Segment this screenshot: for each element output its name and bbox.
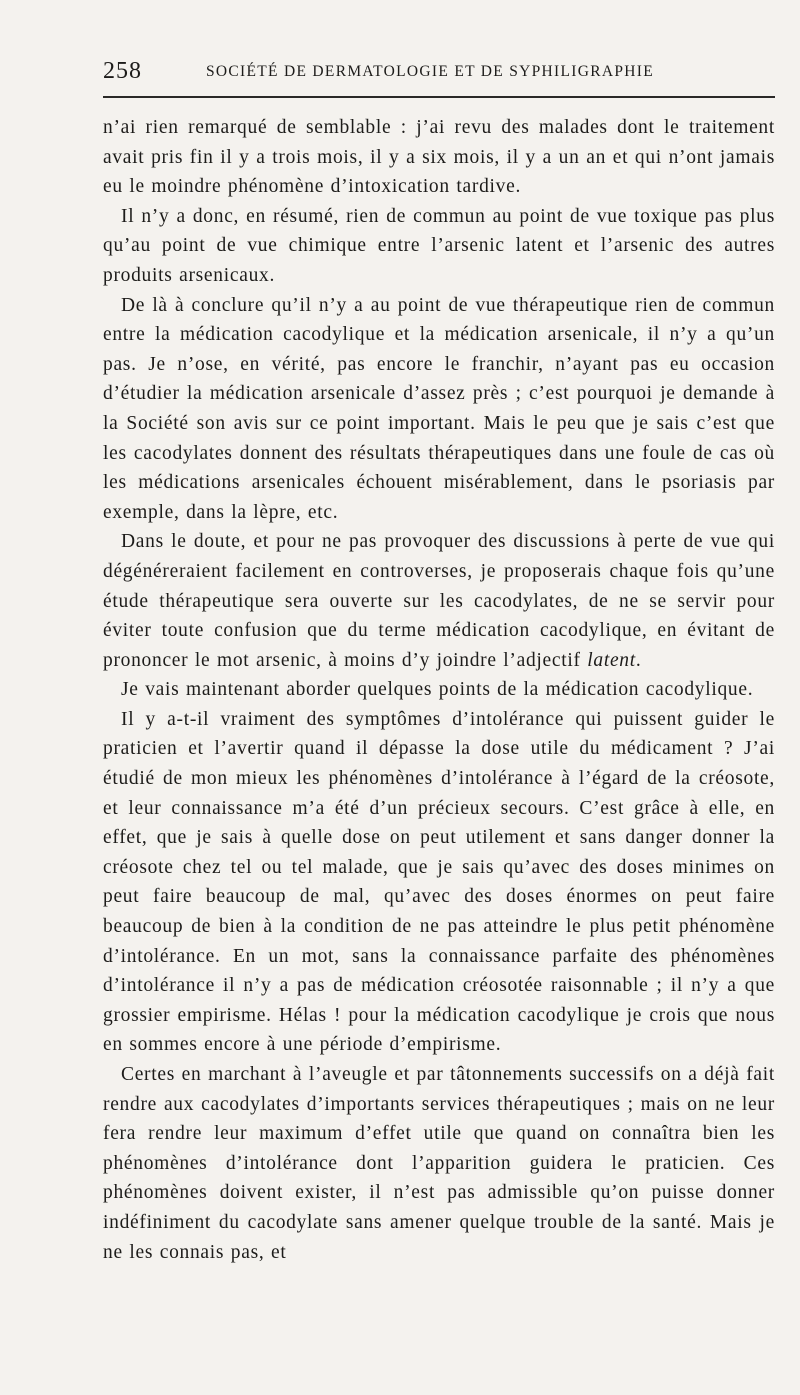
paragraph-text: . bbox=[635, 649, 642, 671]
paragraph-text: Dans le doute, et pour ne pas provoquer des discussions à perte de vue qui dégénéreraient facilement en controverses, je proposerais chaque fois qu’une étude thérapeutique sera ouverte sur les cacodylates, de ne se servir pour éviter toute confusion que du terme médication cacodylique, en évitant de prononcer le mot arsenic, à moins d’y joindre l’adjectif bbox=[103, 531, 775, 671]
paragraph: Je vais maintenant aborder quelques points de la médication cacodylique. bbox=[121, 679, 754, 701]
page-number: 258 bbox=[103, 58, 142, 84]
body-text bbox=[103, 113, 775, 1267]
paragraph: Il y a-t-il vraiment des symptômes d’intolérance qui puissent guider le praticien et l’avertir quand il dépasse la dose utile du médicament ? J’ai étudié de mon mieux les phénomènes d’intolérance à l’égard de la créosote, et leur connaissance m’a été d’un précieux secours. C’est grâce à elle, en effet, que je sais à quelle dose on peut utilement et sans danger donner la créosote chez tel ou tel malade, que je sais qu’avec des doses minimes on peut faire beaucoup de mal, qu’avec des doses énormes on peut faire beaucoup de bien à la condition de ne pas atteindre le plus petit phénomène d’intolérance. En un mot, sans la connaissance parfaite des phénomènes d’intolérance il n’y a pas de médication créosotée raisonnable ; il n’y a que grossier empirisme. Hélas ! pour la médication cacodylique je crois que nous en sommes encore à une période d’empirisme. bbox=[103, 708, 775, 1056]
emphasis-text: latent bbox=[587, 649, 636, 671]
paragraph: De là à conclure qu’il n’y a au point de vue thérapeutique rien de commun entre la médication cacodylique et la médication arsenicale, il n’y a qu’un pas. Je n’ose, en vérité, pas encore le franchir, n’ayant pas eu occasion d’étudier la médication arsenicale d’assez près ; c’est pourquoi je demande à la Société son avis sur ce point important. Mais le peu que je sais c’est que les cacodylates donnent des résultats thérapeutiques dans une foule de cas où les médications arsenicales échouent misérablement, dans le psoriasis par exemple, dans la lèpre, etc. bbox=[103, 294, 775, 523]
paragraph: Il n’y a donc, en résumé, rien de commun au point de vue toxique pas plus qu’au point de vue chimique entre l’arsenic latent et l’arsenic des autres produits arsenicaux. bbox=[103, 205, 775, 286]
paragraph: n’ai rien remarqué de semblable : j’ai revu des malades dont le traitement avait pris fin il y a trois mois, il y a six mois, il y a un an et qui n’ont jamais eu le moindre phénomène d’intoxication tardive. bbox=[103, 117, 775, 198]
running-title: SOCIÉTÉ DE DERMATOLOGIE ET DE SYPHILIGRAPHIE bbox=[206, 63, 654, 80]
page-header bbox=[103, 58, 775, 88]
header-rule bbox=[103, 96, 775, 98]
paragraph bbox=[103, 527, 775, 675]
paragraph: Certes en marchant à l’aveugle et par tâtonnements successifs on a déjà fait rendre aux cacodylates d’importants services thérapeutiques ; mais on ne leur fera rendre leur maximum d’effet utile que quand on connaîtra bien les phénomènes d’intolérance dont l’apparition guidera le praticien. Ces phénomènes doivent exister, il n’est pas admissible qu’on puisse donner indéfiniment du cacodylate sans amener quelque trouble de la santé. Mais je ne les connais pas, et bbox=[103, 1064, 775, 1263]
